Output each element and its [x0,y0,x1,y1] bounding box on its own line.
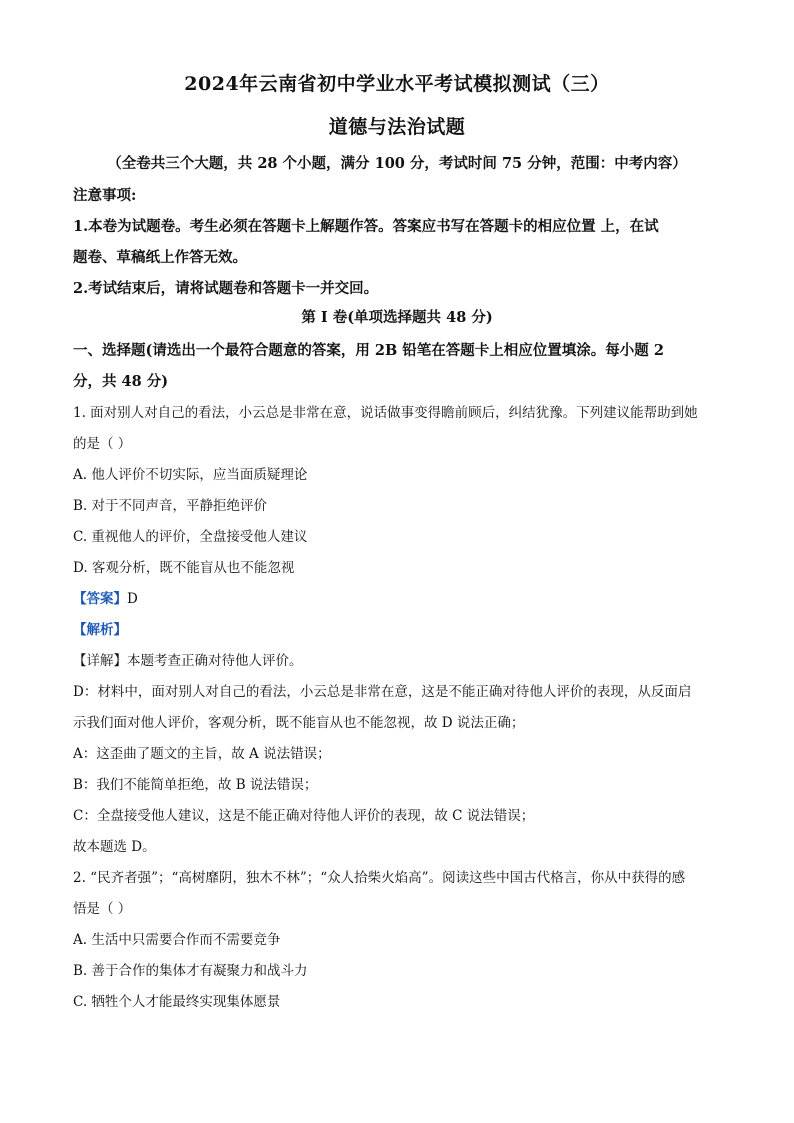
exam-info: （全卷共三个大题，共 28 个小题，满分 100 分，考试时间 75 分钟，范围：中考内容） [107,155,687,172]
q1-answer-line [73,587,723,607]
analysis-tag: 【解析】 [73,622,127,638]
section-instruction-a: 一、选择题(请选出一个最符合题意的答案，用 2B 铅笔在答题卡上相应位置填涂。每小题 2 [73,342,664,359]
q1-explain-b: B：我们不能简单拒绝，故 B 说法错误； [73,777,318,793]
q1-option-d: D. 客观分析，既不能盲从也不能忽视 [73,560,295,576]
q1-stem-a: 1. 面对别人对自己的看法，小云总是非常在意，说话做事变得瞻前顾后，纠结犹豫。下列建议能帮助到她 [73,405,698,421]
q1-option-a: A. 他人评价不切实际，应当面质疑理论 [73,467,308,483]
q2-option-b: B. 善于合作的集体才有凝聚力和战斗力 [73,963,308,979]
detail-text: 本题考查正确对待他人评价。 [127,653,303,669]
q2-stem-a: 2. “民齐者强”；“高树靡阴，独木不林”；“众人拾柴火焰高”。阅读这些中国古代格言，你从中获得的感 [73,870,686,886]
q1-option-b: B. 对于不同声音，平静拒绝评价 [73,498,268,514]
note-2: 2.考试结束后，请将试题卷和答题卡一并交回。 [73,280,379,297]
note-1b: 题卷、草稿纸上作答无效。 [73,249,247,266]
section-title: 第 I 卷(单项选择题共 48 分) [301,309,493,326]
q1-stem-b: 的是（ ） [73,436,132,452]
q1-explain-d-a: D：材料中，面对别人对自己的看法，小云总是非常在意，这是不能正确对待他人评价的表现，从反面启 [73,684,692,700]
q2-stem-b: 悟是（ ） [73,901,132,917]
page-title: 2024年云南省初中学业水平考试模拟测试（三） [184,73,610,95]
q1-explain-d-b: 示我们面对他人评价，客观分析，既不能盲从也不能忽视，故 D 说法正确； [73,715,525,731]
q1-analysis-line [73,618,723,638]
detail-tag: 【详解】 [73,653,127,669]
answer-value: D [127,591,138,607]
q1-detail-line [73,649,723,669]
q1-conclusion: 故本题选 D。 [73,839,156,855]
note-1a: 1.本卷为试题卷。考生必须在答题卡上解题作答。答案应书写在答题卡的相应位置 上，在试 [73,218,659,235]
page-subtitle: 道德与法治试题 [328,116,466,138]
notes-heading: 注意事项: [73,187,137,204]
section-instruction-b: 分，共 48 分) [73,373,169,390]
q1-explain-c: C：全盘接受他人建议，这是不能正确对待他人评价的表现，故 C 说法错误； [73,808,535,824]
answer-tag: 【答案】 [73,591,127,607]
q2-option-c: C. 牺牲个人才能最终实现集体愿景 [73,994,281,1010]
q2-option-a: A. 生活中只需要合作而不需要竞争 [73,932,281,948]
q1-option-c: C. 重视他人的评价，全盘接受他人建议 [73,529,308,545]
q1-explain-a: A：这歪曲了题文的主旨，故 A 说法错误； [73,746,331,762]
